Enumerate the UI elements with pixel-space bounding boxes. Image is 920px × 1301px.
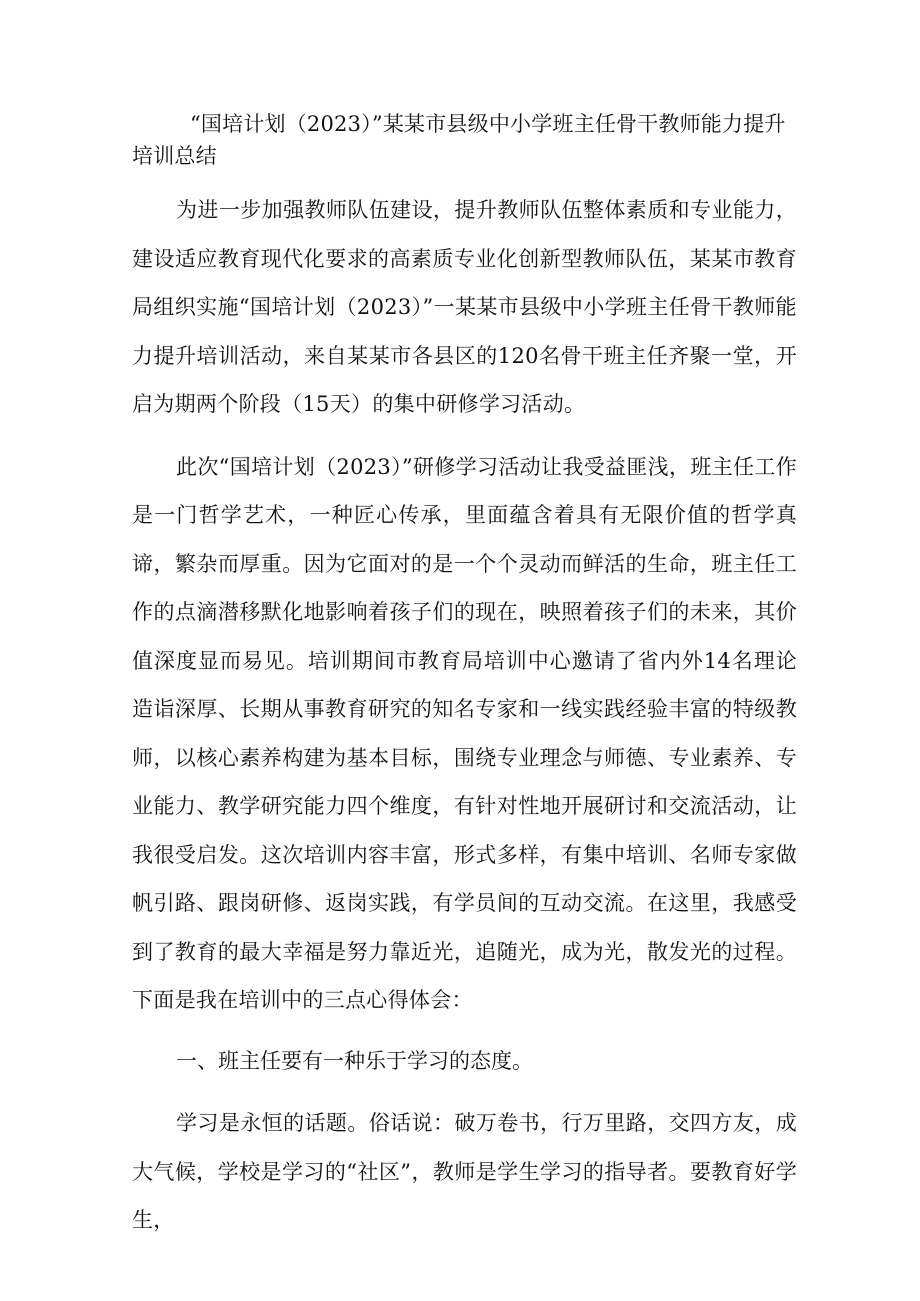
reflection-paragraph: 此次“国培计划（2023）”研修学习活动让我受益匪浅，班主任工作是一门哲学艺术，一种匠心传承，里面蕴含着具有无限价值的哲学真谛，繁杂而厚重。因为它面对的是一个个灵动而鲜活的生命，班主任工作的点滴潜移默化地影响着孩子们的现在，映照着孩子们的未来，其价值深度显而易见。培训期间市教育局培训中心邀请了省内外14名理论造诣深厚、长期从事教育研究的知名专家和一线实践经验丰富的特级教师，以核心素养构建为基本目标，围绕专业理念与师德、专业素养、专业能力、教学研究能力四个维度，有针对性地开展研讨和交流活动，让我很受启发。这次培训内容丰富，形式多样，有集中培训、名师专家做帆引路、跟岗研修、返岗实践，有学员间的互动交流。在这里，我感受到了教育的最大幸福是努力靠近光，追随光，成为光，散发光的过程。下面是我在培训中的三点心得体会： xyxy=(132,454,797,1012)
section-heading-one: 一、班主任要有一种乐于学习的态度。 xyxy=(176,1048,533,1073)
document-title: “国培计划（2023）”某某市县级中小学班主任骨干教师能力提升培训总结 xyxy=(132,112,786,168)
section-one-paragraph: 学习是永恒的话题。俗话说：破万卷书，行万里路，交四方友，成大气候，学校是学习的“社区”，教师是学生学习的指导者。要教育好学生， xyxy=(132,1111,797,1232)
document-body xyxy=(132,108,797,1245)
intro-paragraph: 为进一步加强教师队伍建设，提升教师队伍整体素质和专业能力，建设适应教育现代化要求的高素质专业化创新型教师队伍，某某市教育局组织实施“国培计划（2023）”一某某市县级中小学班主任骨干教师能力提升培训活动，来自某某市各县区的120名骨干班主任齐聚一堂，开启为期两个阶段（15天）的集中研修学习活动。 xyxy=(132,198,797,416)
